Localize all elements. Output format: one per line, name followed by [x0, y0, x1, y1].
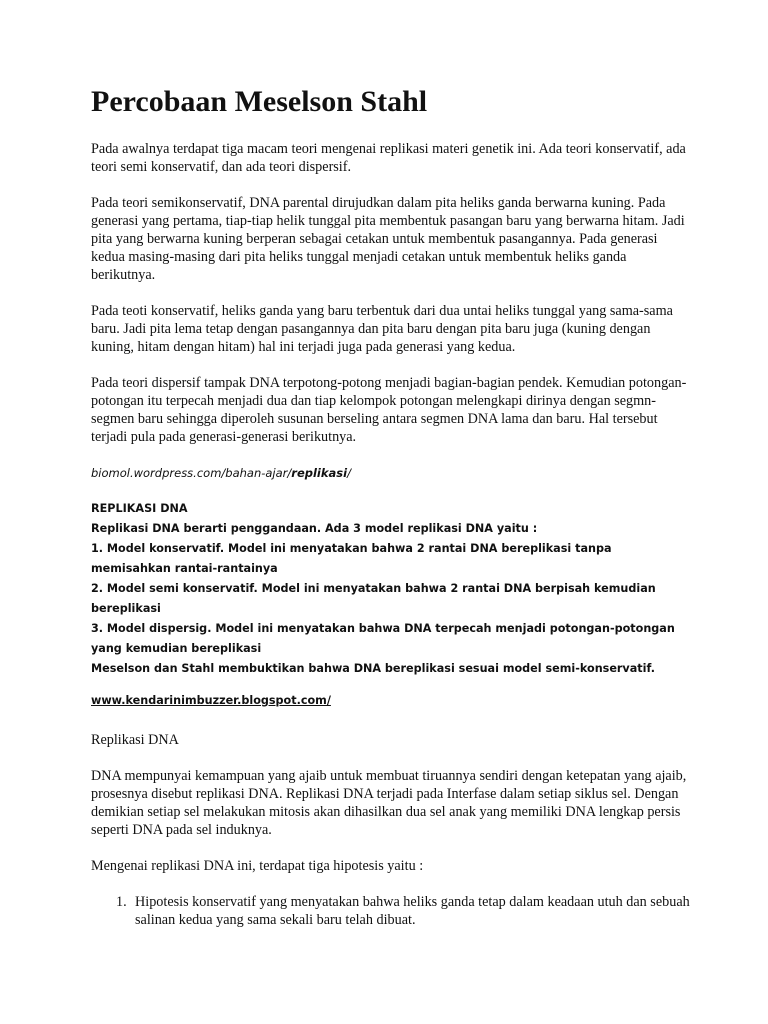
replikasi-line: 2. Model semi konservatif. Model ini menyatakan bahwa 2 rantai DNA berpisah kemudian bereplikasi: [91, 582, 656, 615]
paragraph-hipotesis-intro: Mengenai replikasi DNA ini, terdapat tiga hipotesis yaitu :: [91, 858, 424, 874]
list-text: Hipotesis konservatif yang menyatakan bahwa heliks ganda tetap dalam keadaan utuh dan sebuah salinan kedua yang sama sekali baru telah dibuat.: [135, 894, 690, 928]
list-item: [91, 893, 691, 929]
paragraph-semikonservatif: Pada teori semikonservatif, DNA parental dirujudkan dalam pita heliks ganda berwarna kuning. Pada generasi yang pertama, tiap-tiap helik tunggal pita membentuk pasangan baru yang berwarna hitam. Jadi pita yang berwarna kuning berperan sebagai cetakan untuk membentuk pasangannya. Pada generasi kedua masing-masing dari pita heliks tunggal menjadi cetakan untuk membentuk heliks ganda berikutnya.: [91, 195, 685, 283]
paragraph-konservatif: Pada teoti konservatif, heliks ganda yang baru terbentuk dari dua untai heliks tunggal yang sama-sama baru. Jadi pita lema tetap dengan pasangannya dan pita baru dengan pita baru juga (kuning dengan kuning, hitam dengan hitam) hal ini terjadi juga pada generasi yang kedua.: [91, 303, 673, 355]
paragraph-dispersif: Pada teori dispersif tampak DNA terpotong-potong menjadi bagian-bagian pendek. Kemudian potongan-potongan itu terpecah menjadi dua dan tiap kelompok potongan melengkapi dirinya dengan segmn-segmen baru sehingga diperoleh susunan berseling antara segmen DNA lama dan baru. Hal tersebut terjadi pula pada generasi-generasi berikutnya.: [91, 375, 687, 445]
replikasi-line: Replikasi DNA berarti penggandaan. Ada 3 model replikasi DNA yaitu :: [91, 522, 538, 535]
source-link-biomol[interactable]: [91, 464, 691, 482]
paragraph-intro: Pada awalnya terdapat tiga macam teori mengenai replikasi materi genetik ini. Ada teori konservatif, ada teori semi konservatif, dan ada teori dispersif.: [91, 141, 686, 175]
replikasi-line: Meselson dan Stahl membuktikan bahwa DNA bereplikasi sesuai model semi-konservatif.: [91, 662, 655, 675]
hipotesis-list: [91, 893, 691, 929]
replikasi-line: 3. Model dispersig. Model ini menyatakan bahwa DNA terpecah menjadi potongan-potongan yang kemudian bereplikasi: [91, 622, 675, 655]
source-bold: replikasi: [291, 466, 348, 480]
document-page: [91, 84, 691, 929]
list-number: 1.: [116, 894, 127, 910]
page-title: Percobaan Meselson Stahl: [91, 85, 428, 118]
replikasi-line: 1. Model konservatif. Model ini menyatakan bahwa 2 rantai DNA bereplikasi tanpa memisahkan rantai-rantainya: [91, 542, 612, 575]
replikasi-heading: REPLIKASI DNA: [91, 502, 188, 515]
source-prefix: biomol.wordpress.com/bahan-ajar/: [91, 466, 292, 480]
source-link-kendari[interactable]: www.kendarinimbuzzer.blogspot.com/: [91, 694, 331, 707]
replikasi-dna-block: [91, 499, 691, 679]
source-suffix: /: [347, 466, 351, 480]
paragraph-replikasi: DNA mempunyai kemampuan yang ajaib untuk membuat tiruannya sendiri dengan ketepatan yang ajaib, prosesnya disebut replikasi DNA. Replikasi DNA terjadi pada Interfase dalam setiap siklus sel. Dengan demikian setiap sel melakukan mitosis akan dihasilkan dua sel anak yang memiliki DNA lengkap persis seperti DNA pada sel induknya.: [91, 768, 687, 838]
section-heading: Replikasi DNA: [91, 732, 179, 748]
